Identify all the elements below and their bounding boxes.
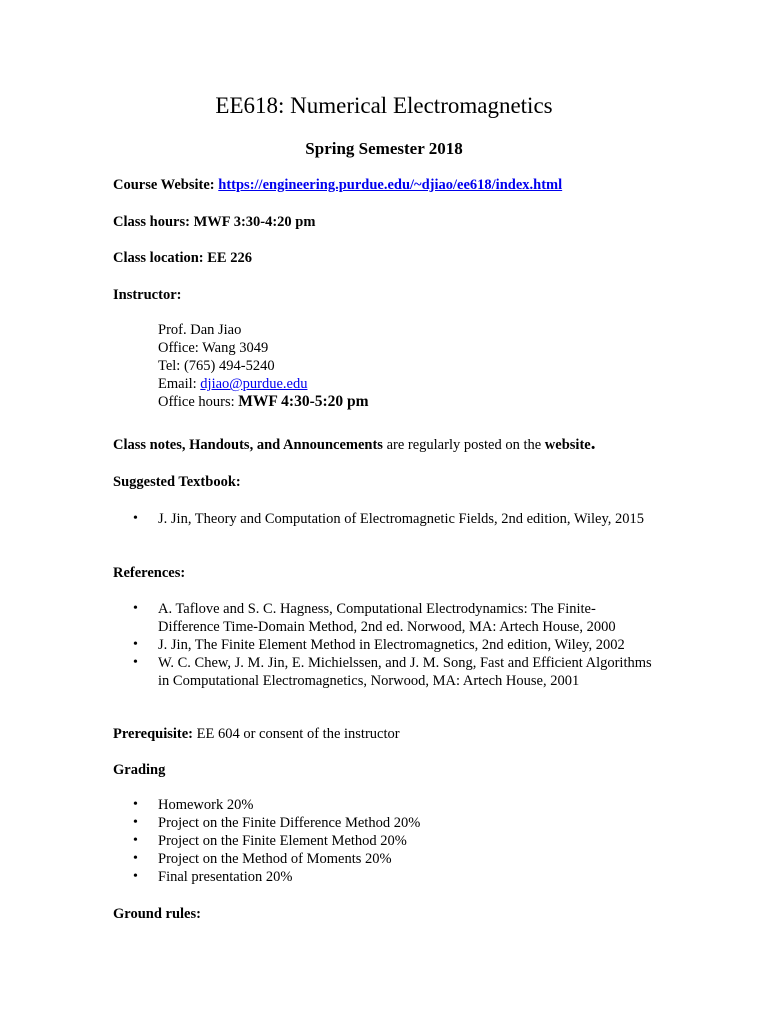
grading-item: • Homework 20%	[113, 796, 653, 814]
ground-rules-heading: Ground rules:	[113, 906, 201, 922]
references-heading: References:	[113, 565, 186, 581]
instructor-name: Prof. Dan Jiao	[158, 322, 242, 338]
office-hours-line	[158, 393, 678, 411]
textbook-item: • J. Jin, Theory and Computation of Electromagnetic Fields, 2nd edition, Wiley, 2015	[113, 510, 653, 528]
prerequisite-line	[113, 725, 673, 743]
office-hours-label: Office hours:	[158, 394, 239, 410]
grading-item: • Final presentation 20%	[113, 868, 653, 886]
references-list	[113, 600, 653, 690]
email-label: Email:	[158, 376, 201, 392]
class-hours: Class hours: MWF 3:30-4:20 pm	[113, 214, 316, 230]
notes-period: .	[590, 433, 596, 454]
prerequisite-label: Prerequisite:	[113, 726, 193, 742]
reference-item: • A. Taflove and S. C. Hagness, Computational Electrodynamics: The Finite-Difference Time-Domain Method, 2nd ed. Norwood, MA: Artech House, 2000	[113, 600, 653, 636]
instructor-email-link[interactable]: djiao@purdue.edu	[200, 376, 308, 392]
reference-item: • W. C. Chew, J. M. Jin, E. Michielssen, and J. M. Song, Fast and Efficient Algorithms in Computational Electromagnetics, Norwood, MA: Artech House, 2001	[113, 654, 653, 690]
instructor-tel: Tel: (765) 494-5240	[158, 358, 275, 374]
reference-item: • J. Jin, The Finite Element Method in Electromagnetics, 2nd edition, Wiley, 2002	[113, 636, 653, 654]
instructor-email-line	[158, 375, 678, 393]
instructor-heading: Instructor:	[113, 287, 182, 303]
notes-website-word: website	[544, 437, 591, 453]
instructor-office: Office: Wang 3049	[158, 340, 269, 356]
course-website-line	[113, 176, 673, 194]
instructor-details	[158, 321, 678, 411]
course-website-link[interactable]: https://engineering.purdue.edu/~djiao/ee618/index.html	[218, 177, 563, 193]
grading-item: • Project on the Finite Difference Method 20%	[113, 814, 653, 832]
notes-middle: are regularly posted on the	[382, 437, 545, 453]
textbook-list	[113, 510, 653, 528]
textbook-heading: Suggested Textbook:	[113, 474, 241, 490]
page-title: EE618: Numerical Electromagnetics	[215, 93, 553, 118]
semester-subtitle: Spring Semester 2018	[305, 139, 463, 158]
grading-heading: Grading	[113, 762, 166, 778]
grading-item: • Project on the Method of Moments 20%	[113, 850, 653, 868]
course-website-label: Course Website:	[113, 177, 219, 193]
grading-list	[113, 796, 653, 886]
class-location: Class location: EE 226	[113, 250, 252, 266]
office-hours-value: MWF 4:30-5:20 pm	[238, 393, 369, 410]
grading-item: • Project on the Finite Element Method 20%	[113, 832, 653, 850]
prerequisite-text: EE 604 or consent of the instructor	[193, 726, 400, 742]
notes-bold: Class notes, Handouts, and Announcements	[113, 437, 383, 453]
notes-line	[113, 435, 673, 454]
